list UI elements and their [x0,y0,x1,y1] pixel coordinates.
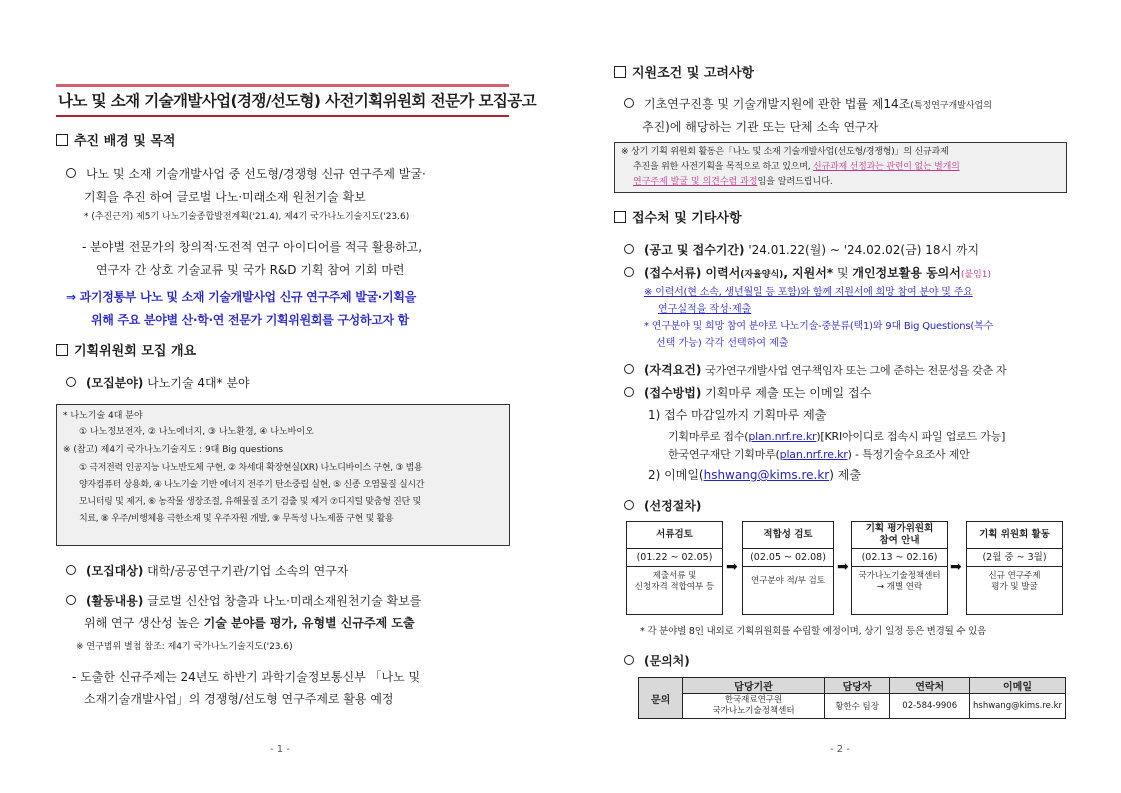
checkbox-square-icon [56,134,68,146]
recruit-field: (모집분야) 나노기술 4대* 분야 [66,372,250,394]
circle-bullet-icon [624,267,634,277]
documents-note-1: ※ 이력서(현 소속, 생년월일 등 포함)와 함께 지원서에 희망 참여 분야 및 주요 [644,287,973,298]
purpose-statement-cont: 위해 주요 분야별 산·학·연 전문가 기획위원회를 구성하고자 함 [91,313,409,327]
activity-note: ※ 연구범위 별첨 참조: 제4기 국가나노기술지도('23.6) [76,642,293,652]
method-1-detail-b: 한국연구재단 기획마루(plan.nrf.re.kr) - 특정기술수요조사 제안 [668,448,970,461]
flow-step-desc: 국가나노기술정책센터 → 개별 연락 [858,571,941,592]
notice-box [614,142,1067,193]
cell-phone: 02-584-9906 [890,694,970,719]
box-line: 치료, ⑧ 우주/비행체용 극한소재 및 우주자원 개발, ⑨ 무독성 나노제품 구현 및 활용 [79,514,394,524]
activity-content-cont: 위해 연구 생산성 높은 기술 분야를 평가, 유형별 신규주제 도출 [84,616,415,630]
page-number: - 1 - [270,744,290,755]
background-item-1-cont: 기획을 추진 하여 글로벌 나노·미래소재 원천기술 확보 [84,190,366,204]
flow-step-period: (02.13 ~ 02.16) [852,548,947,567]
documents-note-2-cont: 선택 가능) 각각 선택하여 제출 [656,338,789,349]
application-period: (공고 및 접수기간) '24.01.22(월) ~ '24.02.02(금) 18시 까지 [624,239,979,261]
section-heading-conditions: 지원조건 및 고려사항 [614,65,754,83]
checkbox-square-icon [56,344,68,356]
flow-step-desc: 신규 연구주제 평가 및 발굴 [988,571,1041,592]
flow-step-committee-guide [851,521,948,615]
header-org: 담당기관 [683,678,825,694]
method-2: 2) 이메일(hshwang@kims.re.kr) 제출 [648,468,861,482]
right-arrow-icon: ➡ [950,559,962,575]
notice-line: 연구주제 발굴 및 의견수렴 과정임을 알려드립니다. [633,177,833,187]
flow-step-period: (01.22 ~ 02.05) [627,548,722,567]
selection-process-label: (선정절차) [624,495,701,517]
cell-email[interactable]: hshwang@kims.re.kr [970,694,1066,719]
circle-bullet-icon [624,98,634,108]
circle-bullet-icon [624,244,634,254]
box-line: 양자컴퓨터 상용화, ④ 나노기술 기반 에너지 전주기 탄소중립 실현, ⑤ 신종 오염물질 실시간 [79,480,425,490]
submission-method: (접수방법) 기획마루 제출 또는 이메일 접수 [624,382,871,404]
flow-step-title: 서류검토 [656,529,693,540]
circle-bullet-icon [66,595,76,605]
header-person: 담당자 [824,678,890,694]
flow-step-period: (2월 중 ~ 3월) [967,548,1062,567]
documents-note-2: * 연구분야 및 희망 참여 분야로 나노기술-중분류(택1)와 9대 Big Questions(복수 [644,321,994,332]
notice-line: 추진을 위한 사전기획을 목적으로 하고 있으며, 신규과제 선정과는 관련이 없는 별개의 [633,162,960,172]
qualification: (자격요건) 국가연구개발사업 연구책임자 또는 그에 준하는 전문성을 갖춘 자 [624,359,1006,382]
circle-bullet-icon [624,500,634,510]
contact-table [638,677,1066,719]
box-line: * 나노기술 4대 분야 [63,411,143,421]
page-title: 나노 및 소재 기술개발사업(경쟁/선도형) 사전기획위원회 전문가 모집공고 [58,92,536,110]
notice-line: ※ 상기 기획 위원회 활동은「나노 및 소재 기술개발사업(선도형/경쟁형)」의 신규과제 [621,147,949,157]
circle-bullet-icon [624,387,634,397]
flow-step-committee-activity [966,521,1063,615]
selection-note: * 각 분야별 8인 내외로 기획위원회를 수립할 예정이며, 상기 일정 등은 변경될 수 있음 [640,626,987,637]
circle-bullet-icon [66,565,76,575]
section-heading-overview: 기획위원회 모집 개요 [56,343,196,361]
section-heading-submission: 접수처 및 기타사항 [614,210,742,228]
background-item-2: - 분야별 전문가의 창의적·도전적 연구 아이디어를 적극 활용하고, [82,240,423,254]
box-line: ① 극저전력 인공지능 나노반도체 구현, ② 차세대 확장현실(XR) 나노디바이스 구현, ③ 범용 [79,463,423,473]
table-row [639,694,1066,719]
title-bottom-rule [56,115,509,117]
title-top-rule [56,84,509,87]
box-line: ① 나노정보전자, ② 나노에너지, ③ 나노환경, ④ 나노바이오 [79,427,314,437]
email-link[interactable]: hshwang@kims.re.kr [703,468,830,482]
method-1-detail-a: 기획마루로 접수(plan.nrf.re.kr)[KRI아이디로 접속시 파일 업로드 가능] [668,430,1006,443]
cell-org: 한국재료연구원 국가나노기술정책센터 [683,694,825,719]
flow-step-suitability-review [742,521,834,615]
background-item-1: 나노 및 소재 기술개발사업 중 선도형/경쟁형 신규 연구주제 발굴· [66,163,426,185]
circle-bullet-icon [624,364,634,374]
method-1: 1) 접수 마감일까지 기획마루 제출 [648,408,827,422]
page-number: - 2 - [830,744,850,755]
purpose-statement: ⇒ 과기정통부 나노 및 소재 기술개발사업 신규 연구주제 발굴·기획을 [66,290,416,304]
plan-nrf-link[interactable]: plan.nrf.re.kr [779,448,848,461]
flow-step-title: 적합성 검토 [763,529,813,540]
box-line: ※ (참고) 제4기 국가나노기술지도 : 9대 Big questions [63,445,284,455]
application-documents: (접수서류) 이력서(자율양식), 지원서* 및 개인정보활용 동의서(붙임1) [624,262,991,284]
activity-content: (활동내용) 글로벌 신산업 창출과 나노·미래소재원천기술 확보를 [66,590,421,612]
right-arrow-icon: ➡ [726,559,738,575]
flow-step-title: 기획 평가위원회 참여 안내 [865,523,934,546]
contact-row-label: 문의 [639,678,683,719]
section-heading-background: 추진 배경 및 목적 [56,133,175,151]
documents-note-1-cont: 연구실적을 작성·제출 [658,304,752,315]
condition-item-cont: 추진)에 해당하는 기관 또는 단체 소속 연구자 [642,120,879,134]
nano-fields-box [56,404,510,546]
header-email: 이메일 [970,678,1066,694]
cell-person: 황한수 팀장 [824,694,890,719]
flow-step-period: (02.05 ~ 02.08) [743,548,833,567]
background-item-2-cont: 연구자 간 상호 기술교류 및 국가 R&D 기획 참여 기회 마련 [96,263,405,277]
box-line: 모니터링 및 제거, ⑥ 농작물 생장조절, 유해물질 조기 검출 및 제거 ⑦디지털 맞춤형 진단 및 [79,497,421,507]
derive-item-cont: 소재기술개발사업」의 경쟁형/선도형 연구주제로 활용 예정 [84,692,394,706]
checkbox-square-icon [614,211,626,223]
circle-bullet-icon [624,655,634,665]
circle-bullet-icon [66,377,76,387]
flow-step-document-review [626,521,723,615]
background-note: * (추진근거) 제5기 나노기술종합발전계획('21.4), 제4기 국가나노기술지도('23.6) [84,212,410,222]
recruit-target: (모집대상) 대학/공공연구기관/기업 소속의 연구자 [66,560,348,582]
flow-step-title: 기획 위원회 활동 [979,529,1050,540]
contact-label: (문의처) [624,650,690,672]
right-arrow-icon: ➡ [837,559,849,575]
flow-step-desc: 제출서류 및 신청자격 적합여부 등 [634,571,715,592]
circle-bullet-icon [66,168,76,178]
flow-step-desc: 연구분야 적/부 검토 [751,576,825,586]
checkbox-square-icon [614,66,626,78]
table-header-row [639,678,1066,694]
plan-nrf-link[interactable]: plan.nrf.re.kr [748,430,817,443]
condition-item: 기초연구진흥 및 기술개발지원에 관한 법률 제14조(특정연구개발사업의 [624,93,992,115]
header-phone: 연락처 [890,678,970,694]
derive-item: - 도출한 신규주제는 24년도 하반기 과학기술정보통신부 「나노 및 [72,670,421,684]
